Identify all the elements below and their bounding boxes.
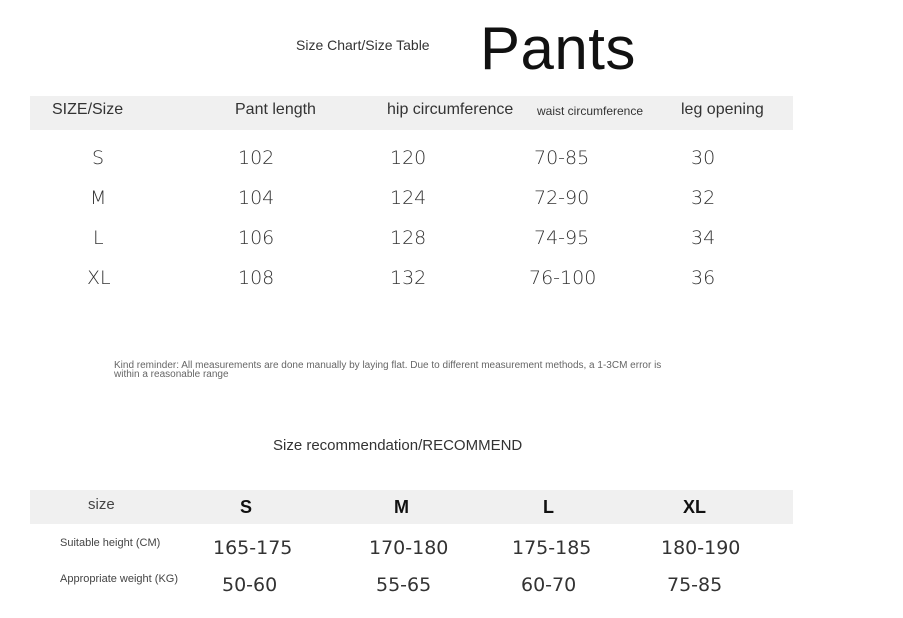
- weight-value: 60-70: [521, 574, 577, 596]
- table-cell: 70-85: [534, 147, 590, 169]
- table-cell: 128: [390, 227, 427, 249]
- table-cell: S: [92, 147, 105, 169]
- weight-value: 55-65: [376, 574, 432, 596]
- recommend-size-s: S: [240, 497, 253, 517]
- table-cell: 132: [390, 267, 427, 289]
- table-cell: 76-100: [529, 267, 597, 289]
- recommend-size-m: M: [394, 497, 409, 517]
- height-value: 170-180: [369, 537, 449, 559]
- page-title: Pants: [480, 15, 636, 82]
- height-label: Suitable height (CM): [60, 537, 161, 549]
- weight-value: 75-85: [667, 574, 723, 596]
- column-header-hip: hip circumference: [387, 101, 514, 118]
- table-cell: XL: [87, 267, 111, 289]
- note-line-2: within a reasonable range: [114, 369, 229, 380]
- table-cell: 74-95: [534, 227, 590, 249]
- table-cell: 106: [238, 227, 275, 249]
- measurement-note: [114, 361, 661, 379]
- recommend-size-xl: XL: [683, 497, 707, 517]
- table-cell: 36: [691, 267, 716, 289]
- table-cell: 34: [691, 227, 716, 249]
- recommend-size-label: size: [88, 496, 115, 513]
- column-header-size: SIZE/Size: [52, 101, 124, 118]
- table-cell: 120: [390, 147, 427, 169]
- column-header-leg-opening: leg opening: [681, 101, 764, 118]
- table-cell: 124: [390, 187, 427, 209]
- table-cell: 72-90: [534, 187, 590, 209]
- table-cell: 104: [238, 187, 275, 209]
- recommend-title: Size recommendation/RECOMMEND: [273, 437, 523, 454]
- table-cell: 102: [238, 147, 275, 169]
- weight-label: Appropriate weight (KG): [60, 573, 178, 585]
- note-line-1: Kind reminder: All measurements are done manually by laying flat. Due to different measurement methods, a 1-3CM error is: [114, 360, 662, 371]
- height-value: 165-175: [213, 537, 293, 559]
- column-header-pant-length: Pant length: [235, 101, 316, 118]
- weight-value: 50-60: [222, 574, 278, 596]
- table-cell: 32: [691, 187, 716, 209]
- table-cell: M: [90, 187, 107, 209]
- height-value: 180-190: [661, 537, 741, 559]
- column-header-waist: waist circumference: [537, 104, 644, 118]
- chart-subtitle: Size Chart/Size Table: [296, 37, 430, 53]
- recommend-header-band: [30, 490, 793, 524]
- table-cell: 30: [691, 147, 716, 169]
- table-cell: 108: [238, 267, 275, 289]
- recommend-size-l: L: [543, 497, 554, 517]
- height-value: 175-185: [512, 537, 592, 559]
- table-cell: L: [93, 227, 104, 249]
